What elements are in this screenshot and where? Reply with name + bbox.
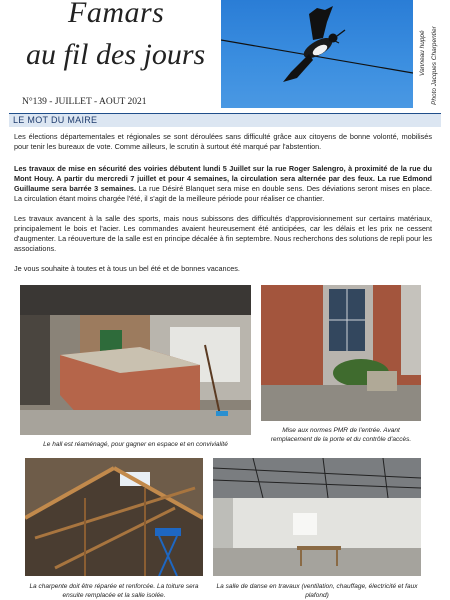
- photo-charpente: [25, 458, 203, 576]
- paragraph-travaux-voirie: [14, 164, 432, 204]
- photo-credit-species: Vanneau huppé: [419, 30, 426, 76]
- issue-number: N°139 - JUILLET - AOUT 2021: [22, 97, 147, 107]
- section-title: LE MOT DU MAIRE: [13, 115, 98, 125]
- lapwing-illustration: [221, 0, 413, 108]
- section-header: [9, 113, 441, 127]
- photo-credit-author: Photo Jacques Charpentier: [431, 26, 438, 105]
- photo-entree: [261, 285, 421, 421]
- photo-salle-danse: [213, 458, 421, 576]
- photo-entree-image: [261, 285, 421, 421]
- photo-salle-danse-image: [213, 458, 421, 576]
- photo-hall-image: [20, 285, 251, 435]
- newsletter-title-line1: Famars: [68, 0, 165, 29]
- caption-hall: Le hall est réaménagé, pour gagner en espace et en convivialité: [43, 441, 228, 448]
- photo-hall: [20, 285, 251, 435]
- paragraph-elections: Les élections départementales et régionales se sont déroulées sans difficulté grâce aux citoyens de bonne volonté, mobilisés pour tenir les bureaux de vote. Comme ailleurs, le scrutin à surtout été marqué par l'abstention.: [14, 132, 432, 151]
- newsletter-title-line2: au fil des jours: [26, 38, 206, 71]
- paragraph-voeux: Je vous souhaite à toutes et à tous un bel été et de bonnes vacances.: [14, 264, 240, 273]
- photo-credit: [415, 2, 449, 107]
- paragraph-salle-sports: Les travaux avancent à la salle des sports, mais nous subissons des difficultés d'approvisionnement sur certains matériaux, principalement le bois et l'acier. Les commandes avaient heureusement été anticipées, car les délais et les prix ne cessent d'augmenter. La réouverture de la salle est en principe décalée à fin septembre. Nous recherchons des solutions de repli pour les associations.: [14, 214, 432, 253]
- hero-photo-lapwing: [221, 0, 413, 108]
- photo-charpente-image: [25, 458, 203, 576]
- caption-salle-danse: La salle de danse en travaux (ventilation, chauffage, électricité et faux plafond): [216, 583, 418, 599]
- paragraph-travaux-rest: La rue Désiré Blanquet sera mise en double sens. Des déviations seront mises en place. La circulation étant moins chargée l'été, il s'agit de la meilleure période pour réaliser ce chantier.: [14, 184, 433, 203]
- caption-entree: Mise aux normes PMR de l'entrée. Avant remplacement de la porte et du contrôle d'accès.: [270, 427, 412, 443]
- caption-charpente: La charpente doit être réparée et renforcée. La toiture sera ensuite remplacée et la salle isolée.: [29, 583, 199, 599]
- paragraph-travaux-bold: Les travaux de mise en sécurité des voiries débutent lundi 5 Juillet sur la rue Roger Salengro, à proximité de la rue du Mont Houy. A partir du mercredi 7 juillet et pour 4 semaines, la circulation sera alternée par des feux. La rue Edmond Guillaume sera barrée 3 semaines.: [14, 164, 432, 193]
